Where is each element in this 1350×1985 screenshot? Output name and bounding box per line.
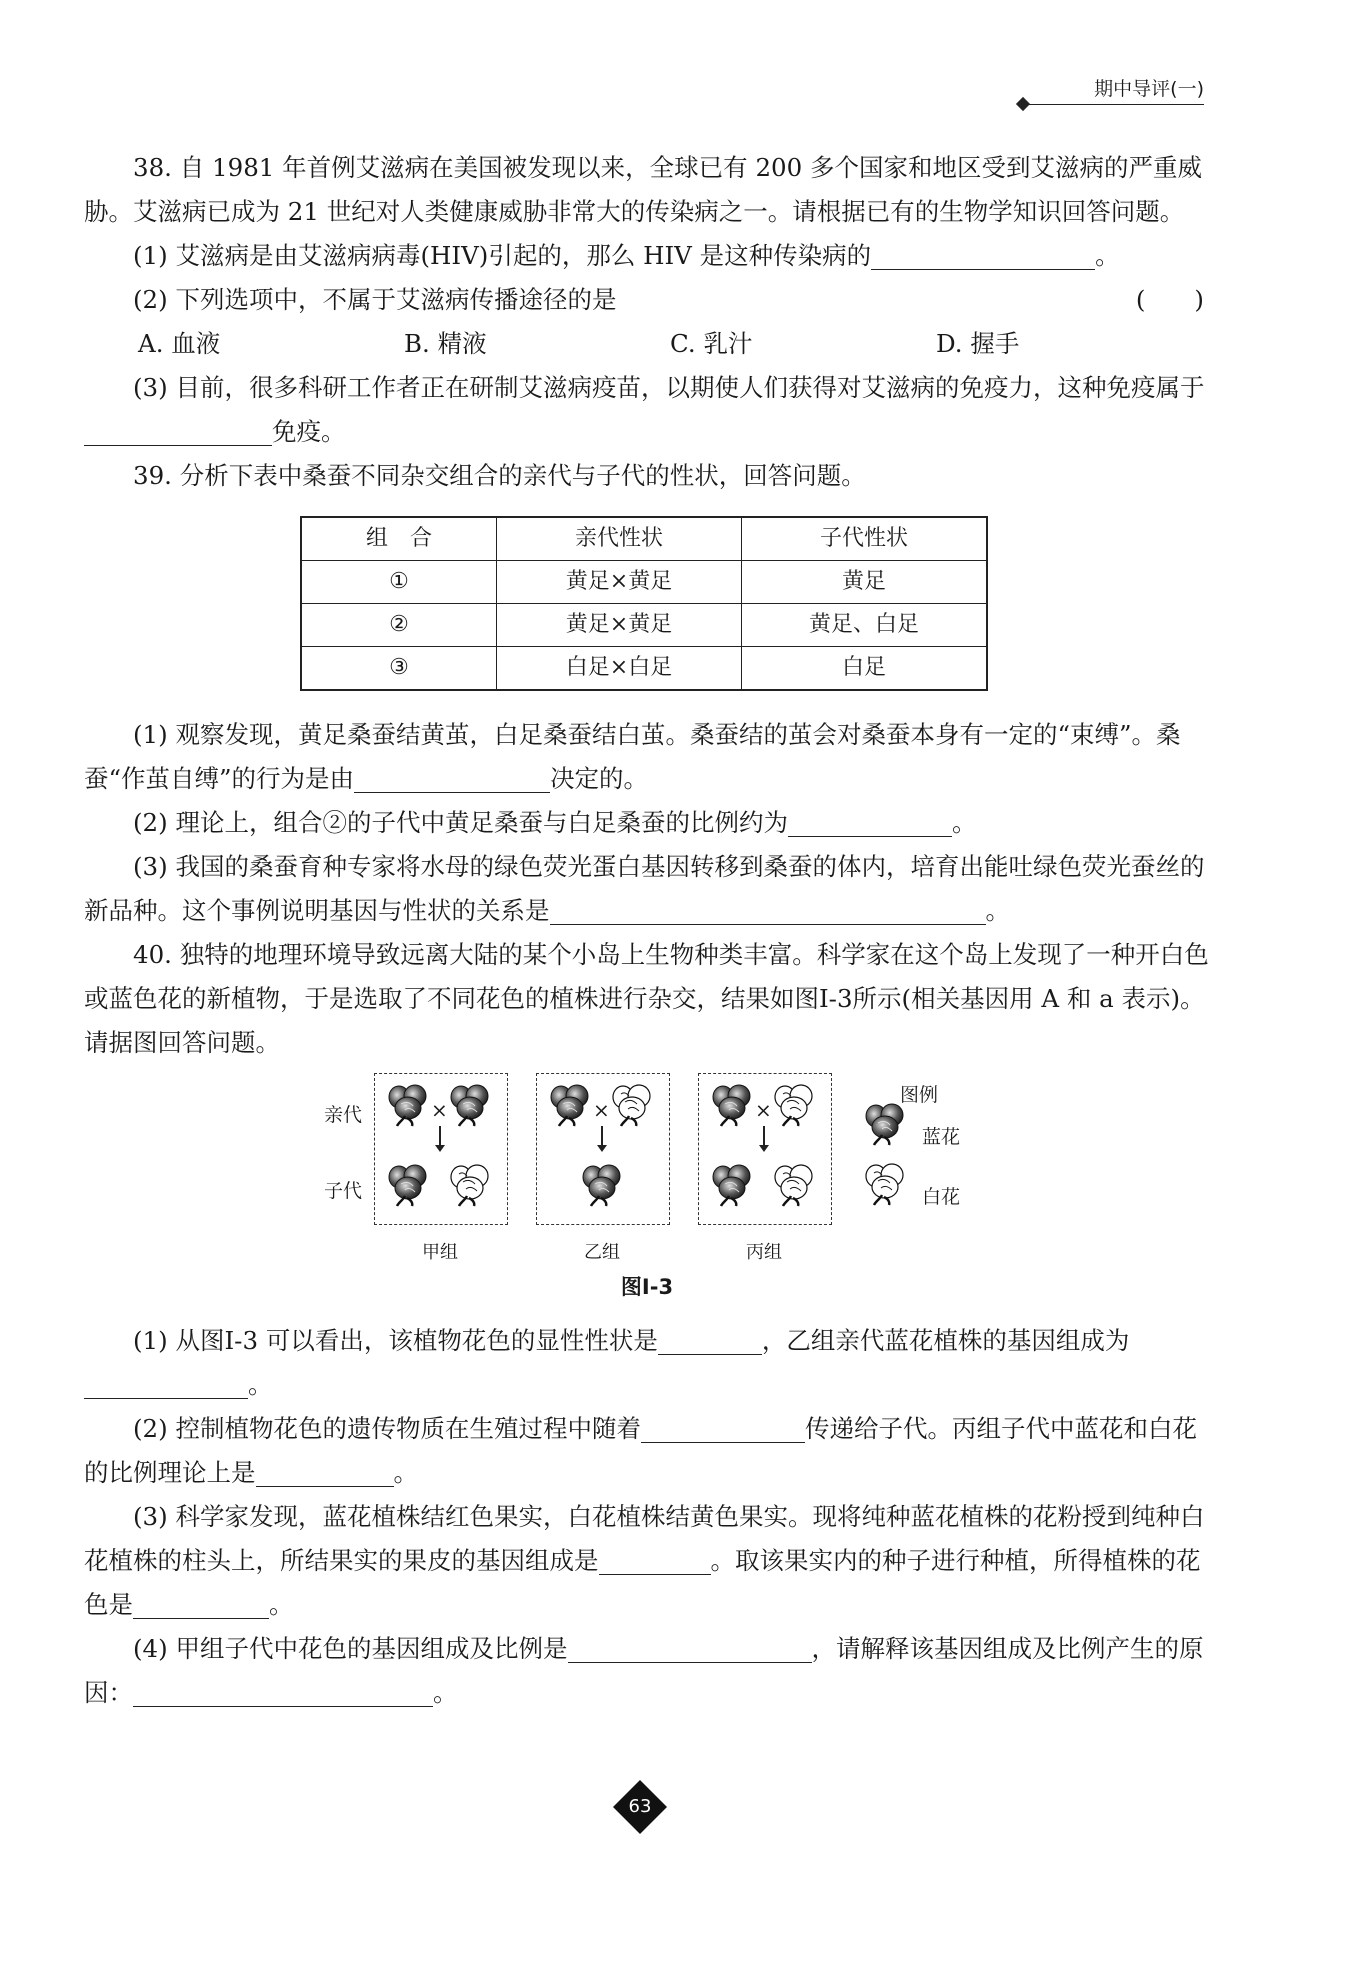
q40-blank-2a[interactable] bbox=[641, 1412, 805, 1443]
blue-flower-icon bbox=[579, 1162, 625, 1208]
table-cell: ① bbox=[301, 561, 497, 604]
question-40 bbox=[84, 933, 1210, 1715]
group-jia-box bbox=[374, 1073, 508, 1225]
q40-blank-3b[interactable] bbox=[133, 1588, 269, 1619]
table-cell: 黄足×黄足 bbox=[497, 561, 742, 604]
figure-caption: 图Ⅰ-3 bbox=[620, 1275, 674, 1299]
q40-blank-1b[interactable] bbox=[84, 1368, 248, 1399]
blue-flower-icon bbox=[709, 1082, 755, 1128]
parent-generation-label: 亲代 bbox=[324, 1104, 363, 1126]
header-diamond-icon bbox=[1016, 97, 1030, 111]
legend-white-label: 白花 bbox=[922, 1186, 961, 1208]
group-yi-box bbox=[536, 1073, 670, 1225]
silkworm-table bbox=[300, 516, 988, 691]
white-flower-icon bbox=[771, 1162, 817, 1208]
blue-flower-icon bbox=[447, 1082, 493, 1128]
blue-flower-icon bbox=[385, 1082, 431, 1128]
legend-title: 图例 bbox=[900, 1084, 939, 1106]
q39-part2: (2) 理论上，组合②的子代中黄足桑蚕与白足桑蚕的比例约为 。 bbox=[133, 808, 977, 837]
q40-part4: (4) 甲组子代中花色的基因组成及比例是 ，请解释该基因组成及比例产生的原因： 。 bbox=[84, 1634, 1204, 1707]
q38-part3: (3) 目前，很多科研工作者正在研制艾滋病疫苗，以期使人们获得对艾滋病的免疫力，这种免疫属于免疫。 bbox=[84, 366, 1210, 454]
q38-part2: (2) 下列选项中，不属于艾滋病传播途径的是 ( ) bbox=[84, 278, 1210, 322]
cross-symbol: × bbox=[593, 1098, 610, 1122]
table-header-cell: 组 合 bbox=[301, 517, 497, 561]
table-cell: ② bbox=[301, 604, 497, 647]
q40-stem: 40. 独特的地理环境导致远离大陆的某个小岛上生物种类丰富。科学家在这个岛上发现了一种开白色或蓝色花的新植物，于是选取了不同花色的植株进行杂交，结果如图Ⅰ-3所示(相关基因用 A 和 a 表示)。请据图回答问题。 bbox=[84, 940, 1209, 1057]
option-d[interactable]: D. 握手 bbox=[936, 329, 1020, 358]
white-flower-icon bbox=[447, 1162, 493, 1208]
q38-part1: (1) 艾滋病是由艾滋病病毒(HIV)引起的，那么 HIV 是这种传染病的 。 bbox=[133, 241, 1120, 270]
page-number-badge bbox=[611, 1778, 669, 1836]
option-b[interactable]: B. 精液 bbox=[404, 329, 487, 358]
q39-part1: (1) 观察发现，黄足桑蚕结黄茧，白足桑蚕结白茧。桑蚕结的茧会对桑蚕本身有一定的“束缚”。桑蚕“作茧自缚”的行为是由 决定的。 bbox=[84, 720, 1181, 793]
header-rule bbox=[1024, 104, 1204, 105]
blue-flower-icon bbox=[862, 1101, 908, 1147]
table-row bbox=[301, 604, 987, 647]
flower-cross-figure bbox=[84, 1073, 1210, 1317]
q38-stem: 38. 自 1981 年首例艾滋病在美国被发现以来，全球已有 200 多个国家和地区受到艾滋病的严重威胁。艾滋病已成为 21 世纪对人类健康威胁非常大的传染病之一。请根据已有的生物学知识回答问题。 bbox=[84, 153, 1203, 226]
group-yi-label: 乙组 bbox=[584, 1242, 620, 1263]
q40-blank-1a[interactable] bbox=[658, 1324, 762, 1355]
table-header-row bbox=[301, 517, 987, 561]
q40-part2: (2) 控制植物花色的遗传物质在生殖过程中随着 传递给子代。丙组子代中蓝花和白花的比例理论上是 。 bbox=[84, 1414, 1197, 1487]
table-header-cell: 亲代性状 bbox=[497, 517, 742, 561]
cross-symbol: × bbox=[755, 1098, 772, 1122]
blue-flower-icon bbox=[547, 1082, 593, 1128]
blue-flower-icon bbox=[385, 1162, 431, 1208]
table-cell: 白足 bbox=[742, 647, 988, 691]
q40-part3: (3) 科学家发现，蓝花植株结红色果实，白花植株结黄色果实。现将纯种蓝花植株的花粉授到纯种白花植株的柱头上，所结果实的果皮的基因组成是 。取该果实内的种子进行种植，所得植株的花色是 。 bbox=[84, 1502, 1205, 1619]
arrow-down-icon bbox=[601, 1126, 603, 1146]
option-a[interactable]: A. 血液 bbox=[138, 329, 221, 358]
q39-part3: (3) 我国的桑蚕育种专家将水母的绿色荧光蛋白基因转移到桑蚕的体内，培育出能吐绿色荧光蚕丝的新品种。这个事例说明基因与性状的关系是 。 bbox=[84, 852, 1205, 925]
arrow-down-icon bbox=[439, 1126, 441, 1146]
q40-blank-4b[interactable] bbox=[133, 1676, 433, 1707]
q39-stem: 39. 分析下表中桑蚕不同杂交组合的亲代与子代的性状，回答问题。 bbox=[133, 461, 866, 490]
group-bing-label: 丙组 bbox=[746, 1242, 782, 1263]
white-flower-icon bbox=[609, 1082, 655, 1128]
option-c[interactable]: C. 乳汁 bbox=[670, 329, 753, 358]
question-38 bbox=[84, 146, 1210, 454]
arrow-down-icon bbox=[763, 1126, 765, 1146]
q38-answer-paren[interactable]: ( ) bbox=[1135, 285, 1204, 314]
page-number: 63 bbox=[628, 1796, 652, 1817]
table-cell: 黄足 bbox=[742, 561, 988, 604]
q38-blank-3[interactable] bbox=[84, 415, 272, 446]
q38-blank-1[interactable] bbox=[871, 239, 1095, 270]
table-cell: 白足×白足 bbox=[497, 647, 742, 691]
table-row bbox=[301, 561, 987, 604]
q40-blank-2b[interactable] bbox=[256, 1456, 394, 1487]
offspring-generation-label: 子代 bbox=[324, 1180, 363, 1202]
q40-part1: (1) 从图Ⅰ-3 可以看出，该植物花色的显性性状是 ，乙组亲代蓝花植株的基因组成为。 bbox=[84, 1319, 1210, 1407]
table-cell: ③ bbox=[301, 647, 497, 691]
q39-blank-3[interactable] bbox=[550, 894, 986, 925]
q39-blank-1[interactable] bbox=[354, 762, 550, 793]
table-cell: 黄足×黄足 bbox=[497, 604, 742, 647]
white-flower-icon bbox=[862, 1161, 908, 1207]
group-bing-box bbox=[698, 1073, 832, 1225]
cross-symbol: × bbox=[431, 1098, 448, 1122]
group-jia-label: 甲组 bbox=[422, 1242, 458, 1263]
q40-blank-4a[interactable] bbox=[568, 1632, 812, 1663]
blue-flower-icon bbox=[709, 1162, 755, 1208]
table-cell: 黄足、白足 bbox=[742, 604, 988, 647]
header-title: 期中导评(一) bbox=[1094, 78, 1204, 100]
table-header-cell: 子代性状 bbox=[742, 517, 988, 561]
page-content bbox=[84, 146, 1210, 1715]
table-row bbox=[301, 647, 987, 691]
question-39 bbox=[84, 454, 1210, 933]
white-flower-icon bbox=[771, 1082, 817, 1128]
q40-blank-3a[interactable] bbox=[599, 1544, 711, 1575]
q38-options bbox=[84, 322, 1210, 366]
legend-blue-label: 蓝花 bbox=[922, 1126, 961, 1148]
page-header bbox=[1094, 74, 1204, 101]
q39-blank-2[interactable] bbox=[788, 806, 952, 837]
